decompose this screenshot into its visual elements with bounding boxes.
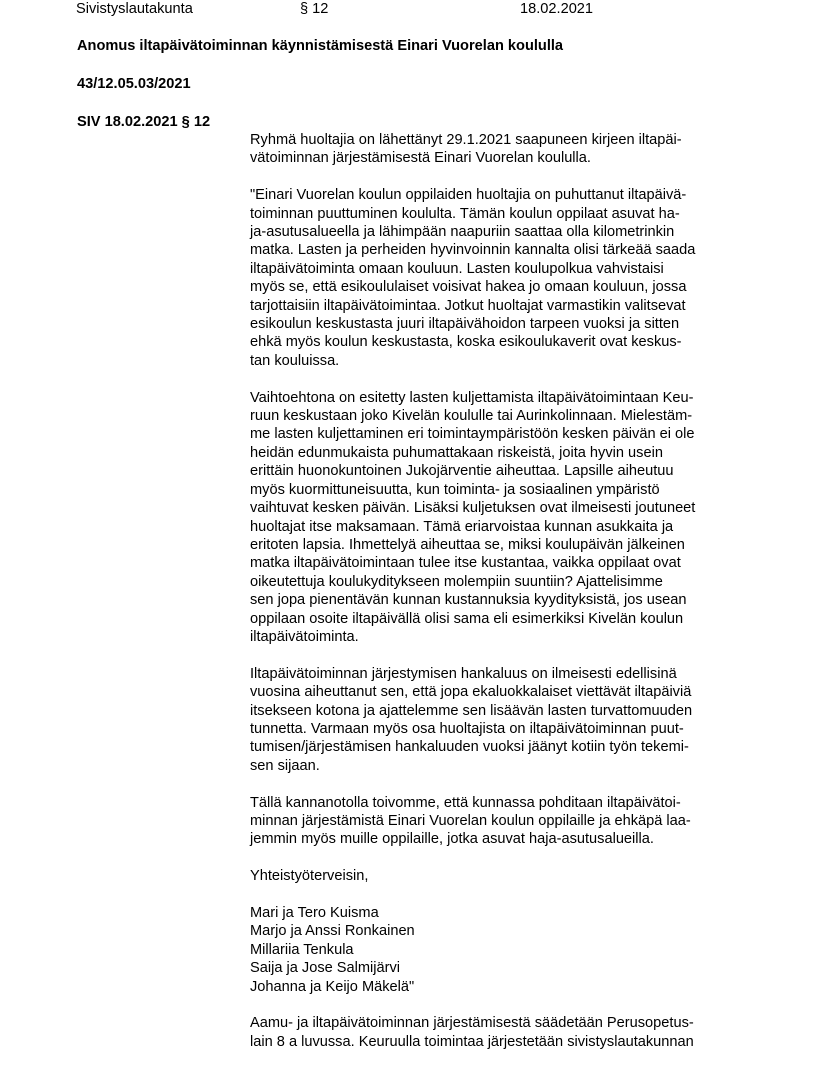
document-body	[250, 131, 755, 1070]
text-line: Johanna ja Keijo Mäkelä"	[250, 978, 415, 995]
header-section: § 12	[300, 1, 329, 17]
text-line: Yhteistyöterveisin,	[250, 868, 369, 885]
body-paragraph	[250, 867, 755, 885]
text-line: oikeutettuja koulukyditykseen molempiin suuntiin? Ajattelisimme	[250, 573, 663, 590]
body-paragraph	[250, 389, 755, 647]
text-line: erittäin huonokuntoinen Jukojärventie aiheuttaa. Lapsille aiheutuu	[250, 463, 674, 480]
text-line: ruun keskustaan joko Kivelän koululle tai Aurinkolinnaan. Mielestäm-	[250, 408, 693, 425]
text-line: eritoten lapsia. Ihmettelyä aiheuttaa se, miksi koulupäivän jälkeinen	[250, 536, 685, 553]
text-line: Marjo ja Anssi Ronkainen	[250, 923, 415, 940]
text-line: iltapäivätoiminta.	[250, 628, 359, 645]
text-line: tarjottaisiin iltapäivätoimintaa. Jotkut huoltajat varmastikin valitsevat	[250, 297, 686, 314]
text-line: minnan järjestämistä Einari Vuorelan koulun oppilaille ja ehkäpä laa-	[250, 812, 691, 829]
text-line: Ryhmä huoltajia on lähettänyt 29.1.2021 saapuneen kirjeen iltapäi-	[250, 132, 682, 148]
text-line: matka iltapäivätoimintaan tulee itse kustantaa, vaikka oppilaat ovat	[250, 555, 681, 572]
text-line: me lasten kuljettaminen eri toimintaympäristöön kesken päivän ei ole	[250, 426, 695, 443]
text-line: myös se, että esikoululaiset voisivat hakea jo omaan kouluun, jossa	[250, 279, 687, 296]
document-title: Anomus iltapäivätoiminnan käynnistämisestä Einari Vuorelan koululla	[77, 38, 564, 54]
text-line: heidän edunmukaista puhumattakaan riskeistä, joita hyvin usein	[250, 444, 663, 461]
text-line: Vaihtoehtona on esitetty lasten kuljettamista iltapäivätoimintaan Keu-	[250, 389, 694, 406]
body-paragraph	[250, 904, 755, 996]
text-line: tunnetta. Varmaan myös osa huoltajista on iltapäivätoiminnan puut-	[250, 720, 684, 737]
text-line: jemmin myös muille oppilaille, jotka asuvat haja-asutusalueilla.	[250, 831, 654, 848]
text-line: "Einari Vuorelan koulun oppilaiden huoltajia on puhuttanut iltapäivä-	[250, 187, 687, 204]
text-line: ehkä myös koulun keskustasta, koska esikoulukaverit ovat keskus-	[250, 334, 682, 351]
text-line: tumisen/järjestämisen hankaluuden vuoksi jäänyt kotiin työn tekemi-	[250, 739, 689, 756]
header-date: 18.02.2021	[520, 1, 594, 17]
text-line: ja-asutusalueella ja lähimpään naapuriin saattaa olla kilometrinkin	[250, 224, 675, 241]
text-line: vuosina aiheuttanut sen, että jopa ekaluokkalaiset viettävät iltapäiviä	[250, 684, 692, 701]
text-line: esikoulun keskustasta juuri iltapäivähoidon tarpeen vuoksi ja sitten	[250, 316, 680, 333]
text-line: Tällä kannanotolla toivomme, että kunnassa pohditaan iltapäivätoi-	[250, 794, 681, 811]
body-paragraph	[250, 1014, 755, 1051]
header-organization: Sivistyslautakunta	[76, 1, 193, 17]
text-line: sen jopa pienentävän kunnan kustannuksia kyydityksistä, jos usean	[250, 592, 687, 609]
text-line: sen sijaan.	[250, 757, 320, 774]
text-line: Aamu- ja iltapäivätoiminnan järjestämisestä säädetään Perusopetus-	[250, 1015, 694, 1032]
text-line: huoltajat itse maksamaan. Tämä eriarvoistaa kunnan asukkaita ja	[250, 518, 674, 535]
text-line: Iltapäivätoiminnan järjestymisen hankaluus on ilmeisesti edellisinä	[250, 665, 677, 682]
text-line: tan kouluissa.	[250, 352, 340, 369]
text-line: Saija ja Jose Salmijärvi	[250, 960, 401, 977]
text-line: matka. Lasten ja perheiden hyvinvoinnin kannalta olisi tärkeää saada	[250, 242, 696, 259]
body-paragraph	[250, 186, 755, 370]
session-reference: SIV 18.02.2021 § 12	[77, 114, 211, 130]
text-line: Millariia Tenkula	[250, 941, 354, 958]
document-number: 43/12.05.03/2021	[77, 76, 191, 92]
text-line: vaihtuvat kesken päivän. Lisäksi kuljetuksen ovat ilmeisesti joutuneet	[250, 500, 696, 517]
document-header	[76, 0, 776, 18]
body-paragraph	[250, 131, 755, 168]
body-paragraph	[250, 794, 755, 849]
text-line: lain 8 a luvussa. Keuruulla toimintaa järjestetään sivistyslautakunnan	[250, 1033, 694, 1050]
body-paragraph	[250, 665, 755, 775]
text-line: Mari ja Tero Kuisma	[250, 904, 379, 921]
text-line: vätoiminnan järjestämisestä Einari Vuorelan koululla.	[250, 150, 591, 167]
text-line: iltapäivätoiminta omaan kouluun. Lasten koulupolkua vahvistaisi	[250, 260, 664, 277]
text-line: oppilaan osoite iltapäivällä olisi sama eli esimerkiksi Kivelän koulun	[250, 610, 684, 627]
text-line: itsekseen kotona ja ajattelemme sen lisäävän lasten turvattomuuden	[250, 702, 693, 719]
text-line: toiminnan puuttuminen koululta. Tämän koulun oppilaat asuvat ha-	[250, 205, 680, 222]
text-line: myös kuormittuneisuutta, kun toiminta- ja sosiaalinen ympäristö	[250, 481, 660, 498]
